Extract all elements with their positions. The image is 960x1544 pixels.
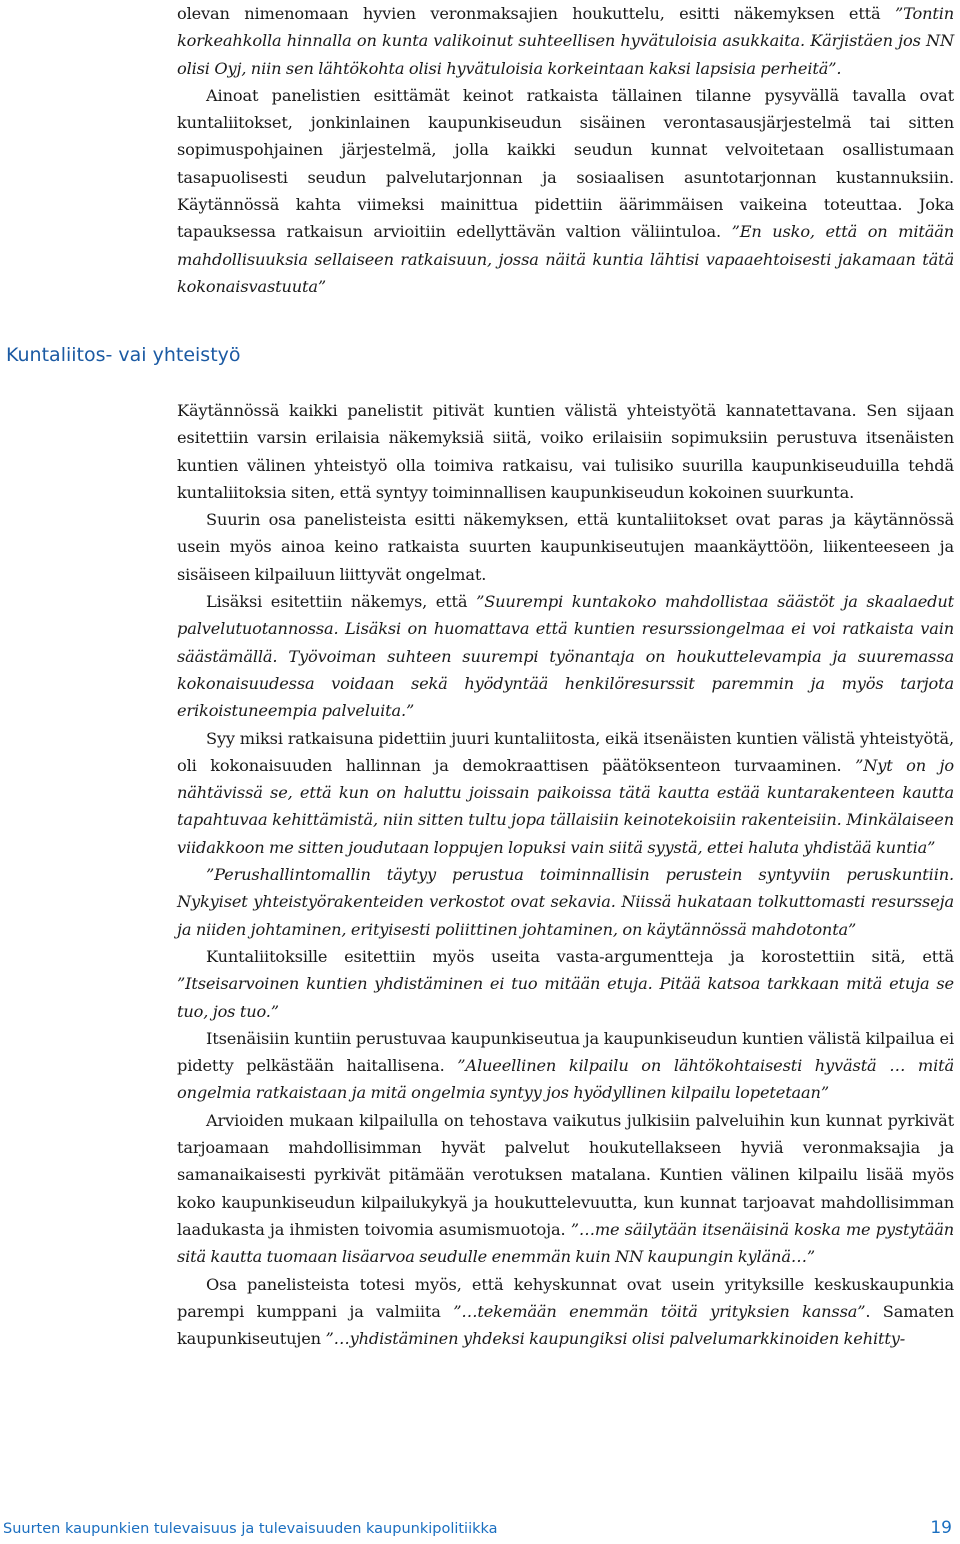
- paragraph-text: Kuntaliitoksille esitettiin myös useita vasta-argumentteja ja korostettiin sitä, että: [206, 946, 954, 966]
- paragraph-text: olevan nimenomaan hyvien veronmaksajien houkuttelu, esitti näkemyksen että: [177, 4, 881, 23]
- quote-text: ”Perushallintomallin täytyy perustua toiminnallisin perustein syntyviin peruskuntiin. Nykyiset yhteistyörakenteiden verkostot ovat sekavia. Niissä hukataan tolkuttomasti resursseja ja niiden johtaminen, erityisesti poliittinen johtaminen, on käytännössä mahdotonta”: [177, 865, 954, 939]
- quote-text: ”…yhdistäminen yhdeksi kaupungiksi olisi palvelumarkkinoiden kehitty-: [320, 1329, 906, 1349]
- paragraph: [177, 588, 954, 724]
- page-number: 19: [930, 1518, 952, 1538]
- paragraph-text: Osa panelisteista totesi myös, että kehyskunnat ovat usein yrityksille keskuskaupunkia parempi kumppani ja valmiita: [177, 1274, 954, 1321]
- quote-text: ”…tekemään enemmän töitä yrityksien kanssa”: [440, 1301, 866, 1321]
- paragraph: [177, 943, 954, 1025]
- paragraph: [177, 1025, 954, 1107]
- body-text-block: [177, 397, 954, 1352]
- footer-publication-title: Suurten kaupunkien tulevaisuus ja tulevaisuuden kaupunkipolitiikka: [3, 1521, 498, 1537]
- quote-text: ”Itseisarvoinen kuntien yhdistäminen ei tuo mitään etuja. Pitää katsoa tarkkaan mitä etuja se tuo, jos tuo.”: [177, 974, 954, 1021]
- paragraph-text: Arvioiden mukaan kilpailulla on tehostava vaikutus julkisiin palveluihin kun kunnat pyrkivät tarjoamaan mahdollisimman hyvät palvelut houkutellakseen hyviä veronmaksajia ja samanaikaisesti pyrkivät pitämään verotuksen matalana. Kuntien välinen kilpailu lisää myös koko kaupunkiseudun kilpailukykyä ja houkuttelevuutta, kun kunnat tarjoavat mahdollisimman laadukasta ja ihmisten toivomia asumismuotoja.: [177, 1110, 954, 1239]
- paragraph: [177, 861, 954, 943]
- quote-text: ”Nyt on jo nähtävissä se, että kun on haluttu joissain paikoissa tätä kautta estää kuntarakenteen kautta tapahtuvaa kehittämistä, niin sitten tultu jopa tällaisiin keinotekoisiin rakenteisiin. Minkälaiseen viidakkoon me sitten joudutaan loppujen lopuksi vain siitä syystä, ettei haluta yhdistää kuntia”: [177, 755, 954, 857]
- quote-text: ”En usko, että on mitään mahdollisuuksia sellaiseen ratkaisuun, jossa näitä kuntia lähtisi vapaaehtoisesti jakamaan tätä kokonaisvastuuta”: [177, 222, 954, 296]
- quote-text: ”Suurempi kuntakoko mahdollistaa säästöt ja skaalaedut palvelutuotannossa. Lisäksi on huomattava että kuntien resurssiongelmaa ei voi ratkaista vain säästämällä. Työvoiman suhteen suurempi työnantaja on houkuttelevampia ja suuremassa kokonaisuudessa voidaan sekä hyödyntää henkilöresurssit paremmin ja myös tarjota erikoistuneempia palveluita.”: [177, 592, 954, 721]
- quote-text: ”Tontin korkeahkolla hinnalla on kunta valikoinut suhteellisen hyvätuloisia asukkaita. Kärjistäen jos NN olisi Oyj, niin sen lähtökohta olisi hyvätuloisia korkeintaan kaksi lapsisia perheitä”.: [177, 4, 954, 78]
- quote-text: ”Alueellinen kilpailu on lähtökohtaisesti hyvästä … mitä ongelmia ratkaistaan ja mitä ongelmia syntyy jos hyödyllinen kilpailu lopetetaan”: [177, 1056, 954, 1103]
- paragraph: Käytännössä kaikki panelistit pitivät kuntien välistä yhteistyötä kannatettavana. Sen sijaan esitettiin varsin erilaisia näkemyksiä siitä, voiko erilaisiin sopimuksiin perustuva itsenäisten kuntien välinen yhteistyö olla toimiva ratkaisu, vai tulisiko suurilla kaupunkiseuduilla tehdä kuntaliitoksia siten, että syntyy toiminnallisen kaupunkiseudun kokoinen suurkunta.: [177, 401, 954, 502]
- paragraph-text: . Samaten kaupunkiseutujen: [177, 1301, 954, 1349]
- paragraph: [177, 82, 954, 300]
- paragraph: [177, 1107, 954, 1271]
- section-heading: Kuntaliitos- vai yhteistyö: [6, 344, 241, 366]
- paragraph: [177, 0, 954, 82]
- paragraph-text: Ainoat panelistien esittämät keinot ratkaista tällainen tilanne pysyvällä tavalla ovat kuntaliitokset, jonkinlainen kaupunkiseudun sisäinen verontasausjärjestelmä tai sitten sopimuspohjainen järjestelmä, jolla kaikki seudun kunnat velvoitetaan osallistumaan tasapuolisesti seudun palvelutarjonnan ja sosiaalisen asuntotarjonnan kustannuksiin. Käytännössä kahta viimeksi mainittua pidettiin äärimmäisen vaikeina toteuttaa. Joka tapauksessa ratkaisun arvioitiin edellyttävän valtion väliintuloa.: [177, 85, 954, 242]
- top-text-block: [177, 0, 954, 300]
- paragraph-text: Lisäksi esitettiin näkemys, että: [206, 592, 468, 612]
- paragraph: Suurin osa panelisteista esitti näkemyksen, että kuntaliitokset ovat paras ja käytännössä usein myös ainoa keino ratkaista suurten kaupunkiseutujen maankäyttöön, liikenteeseen ja sisäiseen kilpailuun liittyvät ongelmat.: [177, 510, 954, 584]
- paragraph: [177, 1271, 954, 1353]
- quote-text: ”…me säilytään itsenäisinä koska me pystytään sitä kautta tuomaan lisäarvoa seudulle enemmän kuin NN kaupungin kylänä…”: [177, 1219, 954, 1267]
- paragraph-text: Itsenäisiin kuntiin perustuvaa kaupunkiseutua ja kaupunkiseudun kuntien välistä kilpailua ei pidetty pelkästään haitallisena.: [177, 1028, 954, 1076]
- paragraph: [177, 725, 954, 861]
- paragraph-text: Syy miksi ratkaisuna pidettiin juuri kuntaliitosta, eikä itsenäisten kuntien välistä yhteistyötä, oli kokonaisuuden hallinnan ja demokraattisen päätöksenteon turvaaminen.: [177, 728, 954, 775]
